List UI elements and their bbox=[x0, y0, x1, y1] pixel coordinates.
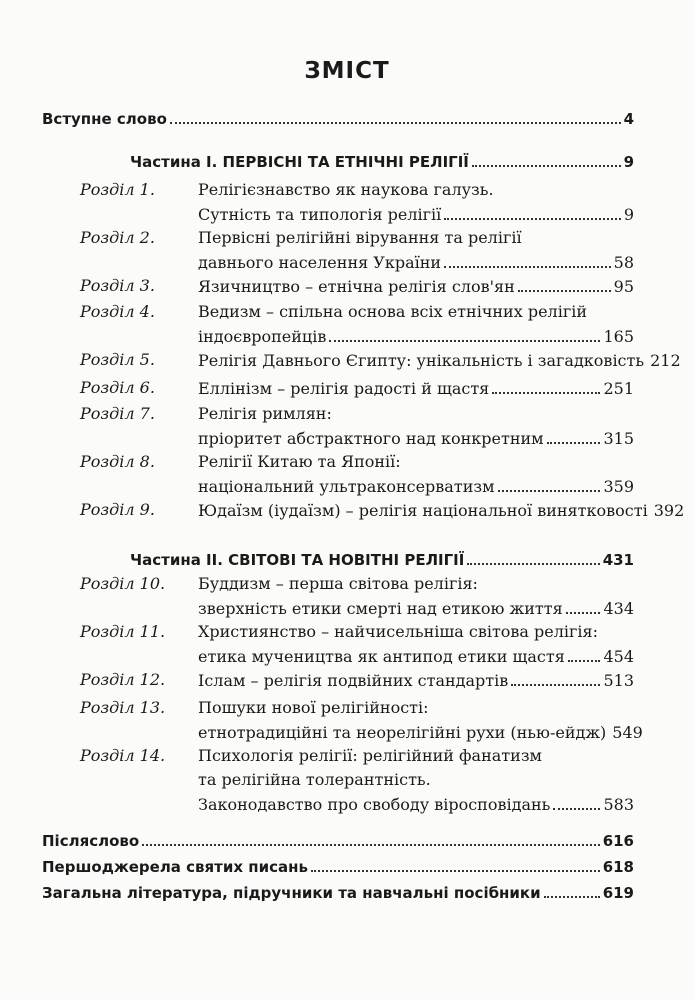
toc-entry-page: 4 bbox=[623, 110, 634, 128]
toc-chapter-title-line: Релігії Китаю та Японії: bbox=[198, 452, 401, 471]
toc-chapter-entry[interactable] bbox=[198, 646, 634, 668]
toc-entry-title: Загальна література, підручники та навчальні посібники bbox=[42, 884, 541, 902]
dot-leader bbox=[544, 896, 600, 898]
toc-chapter-label: Розділ 1. bbox=[80, 180, 155, 199]
toc-chapter-label: Розділ 9. bbox=[80, 500, 155, 519]
toc-entry-page: 454 bbox=[603, 647, 634, 666]
toc-entry-page: 9 bbox=[623, 205, 634, 224]
toc-chapter-label: Розділ 12. bbox=[80, 670, 166, 689]
toc-entry-intro[interactable] bbox=[42, 108, 634, 130]
toc-entry-page: 315 bbox=[603, 429, 634, 448]
dot-leader bbox=[492, 392, 600, 394]
toc-chapter-entry[interactable] bbox=[198, 794, 634, 816]
dot-leader bbox=[518, 290, 611, 292]
toc-chapter-title-line: Релігія римлян: bbox=[198, 404, 332, 423]
toc-chapter-label: Розділ 7. bbox=[80, 404, 155, 423]
toc-chapter-title-line: етнотрадиційні та неорелігійні рухи (нью-ейдж) bbox=[198, 723, 607, 742]
toc-chapter-title-line: давнього населення України bbox=[198, 253, 442, 272]
toc-chapter-title-line: Язичництво – етнічна релігія слов'ян bbox=[198, 277, 515, 296]
toc-part-1[interactable] bbox=[130, 151, 634, 173]
toc-entry-afterword[interactable] bbox=[42, 830, 634, 852]
toc-entry-page: 431 bbox=[602, 551, 634, 569]
toc-entry-page: 616 bbox=[602, 832, 634, 850]
toc-entry-page: 251 bbox=[603, 379, 634, 398]
dot-leader bbox=[444, 266, 611, 268]
toc-entry-page: 9 bbox=[623, 153, 634, 171]
toc-chapter-title-line: Християнство – найчисельніша світова релігія: bbox=[198, 622, 599, 641]
toc-part-2[interactable] bbox=[130, 549, 634, 571]
toc-entry-page: 95 bbox=[613, 277, 634, 296]
toc-entry-title: Частина II. СВІТОВІ ТА НОВІТНІ РЕЛІГІЇ bbox=[130, 551, 465, 569]
toc-chapter-title-line: Психологія релігії: релігійний фанатизм bbox=[198, 746, 542, 765]
toc-chapter-entry[interactable] bbox=[198, 476, 634, 498]
toc-entry-title: Післяслово bbox=[42, 832, 140, 850]
dot-leader bbox=[472, 165, 621, 167]
toc-chapter-title-line: Сутність та типологія релігії bbox=[198, 205, 442, 224]
toc-chapter-entry[interactable] bbox=[198, 428, 634, 450]
toc-entry-page: 58 bbox=[613, 253, 634, 272]
dot-leader bbox=[553, 808, 600, 810]
dot-leader bbox=[467, 563, 599, 565]
dot-leader bbox=[142, 844, 600, 846]
toc-chapter-label: Розділ 4. bbox=[80, 302, 155, 321]
toc-entry-sources[interactable] bbox=[42, 856, 634, 878]
toc-chapter-label: Розділ 3. bbox=[80, 276, 155, 295]
toc-chapter-title-line: зверхність етики смерті над етикою життя bbox=[198, 599, 563, 618]
toc-chapter-title-line: Релігія Давнього Єгипту: унікальність і загадковість bbox=[198, 351, 645, 370]
toc-entry-title: Першоджерела святих писань bbox=[42, 858, 309, 876]
toc-entry-page: 583 bbox=[603, 795, 634, 814]
toc-chapter-title-line: Юдаїзм (іудаїзм) – релігія національної винятковості bbox=[198, 501, 648, 520]
toc-chapter-entry[interactable] bbox=[198, 276, 634, 298]
toc-chapter-title-line: Первісні релігійні вірування та релігії bbox=[198, 228, 522, 247]
toc-chapter-label: Розділ 5. bbox=[80, 350, 155, 369]
toc-chapter-title-line: Законодавство про свободу віросповідань bbox=[198, 795, 551, 814]
toc-entry-page: 434 bbox=[603, 599, 634, 618]
toc-entry-page: 359 bbox=[603, 477, 634, 496]
dot-leader bbox=[498, 490, 601, 492]
toc-chapter-entry[interactable] bbox=[198, 670, 634, 692]
toc-chapter-entry[interactable] bbox=[198, 350, 681, 372]
toc-chapter-title-line: національний ультраконсерватизм bbox=[198, 477, 495, 496]
toc-entry-page: 619 bbox=[602, 884, 634, 902]
toc-entry-page: 392 bbox=[653, 501, 685, 520]
dot-leader bbox=[547, 442, 601, 444]
toc-chapter-label: Розділ 8. bbox=[80, 452, 155, 471]
toc-entry-literature[interactable] bbox=[42, 882, 634, 904]
toc-chapter-label: Розділ 14. bbox=[80, 746, 166, 765]
toc-chapter-title-line: Буддизм – перша світова релігія: bbox=[198, 574, 478, 593]
dot-leader bbox=[444, 218, 621, 220]
toc-entry-page: 549 bbox=[612, 723, 643, 742]
toc-chapter-label: Розділ 10. bbox=[80, 574, 166, 593]
toc-chapter-entry[interactable] bbox=[198, 252, 634, 274]
toc-chapter-title-line: індоєвропейців bbox=[198, 327, 327, 346]
toc-chapter-title-line: етика мучеництва як антипод етики щастя bbox=[198, 647, 565, 666]
toc-entry-title: Частина I. ПЕРВІСНІ ТА ЕТНІЧНІ РЕЛІГІЇ bbox=[130, 153, 469, 171]
toc-chapter-label: Розділ 11. bbox=[80, 622, 166, 641]
toc-chapter-title-line: та релігійна толерантність. bbox=[198, 770, 431, 789]
toc-chapter-title-line: Релігієзнавство як наукова галузь. bbox=[198, 180, 494, 199]
page-title: ЗМІСТ bbox=[304, 58, 390, 84]
toc-chapter-entry[interactable] bbox=[198, 378, 634, 400]
dot-leader bbox=[566, 612, 601, 614]
dot-leader bbox=[329, 340, 600, 342]
dot-leader bbox=[511, 684, 600, 686]
toc-entry-page: 618 bbox=[602, 858, 634, 876]
toc-entry-page: 513 bbox=[603, 671, 634, 690]
toc-chapter-entry[interactable] bbox=[198, 326, 634, 348]
toc-chapter-title-line: пріоритет абстрактного над конкретним bbox=[198, 429, 544, 448]
toc-chapter-title-line: Іслам – релігія подвійних стандартів bbox=[198, 671, 509, 690]
toc-chapter-title-line: Пошуки нової релігійності: bbox=[198, 698, 429, 717]
dot-leader bbox=[568, 660, 601, 662]
toc-chapter-entry[interactable] bbox=[198, 204, 634, 226]
toc-entry-page: 165 bbox=[603, 327, 634, 346]
dot-leader bbox=[311, 870, 600, 872]
toc-chapter-label: Розділ 6. bbox=[80, 378, 155, 397]
toc-chapter-title-line: Еллінізм – релігія радості й щастя bbox=[198, 379, 490, 398]
toc-chapter-entry[interactable] bbox=[198, 598, 634, 620]
dot-leader bbox=[170, 122, 621, 124]
toc-chapter-title-line: Ведизм – спільна основа всіх етнічних релігій bbox=[198, 302, 587, 321]
toc-entry-title: Вступне слово bbox=[42, 110, 167, 128]
toc-entry-page: 212 bbox=[650, 351, 681, 370]
toc-chapter-label: Розділ 2. bbox=[80, 228, 155, 247]
toc-chapter-entry[interactable] bbox=[198, 722, 643, 744]
toc-chapter-entry[interactable] bbox=[198, 500, 685, 522]
toc-chapter-label: Розділ 13. bbox=[80, 698, 166, 717]
